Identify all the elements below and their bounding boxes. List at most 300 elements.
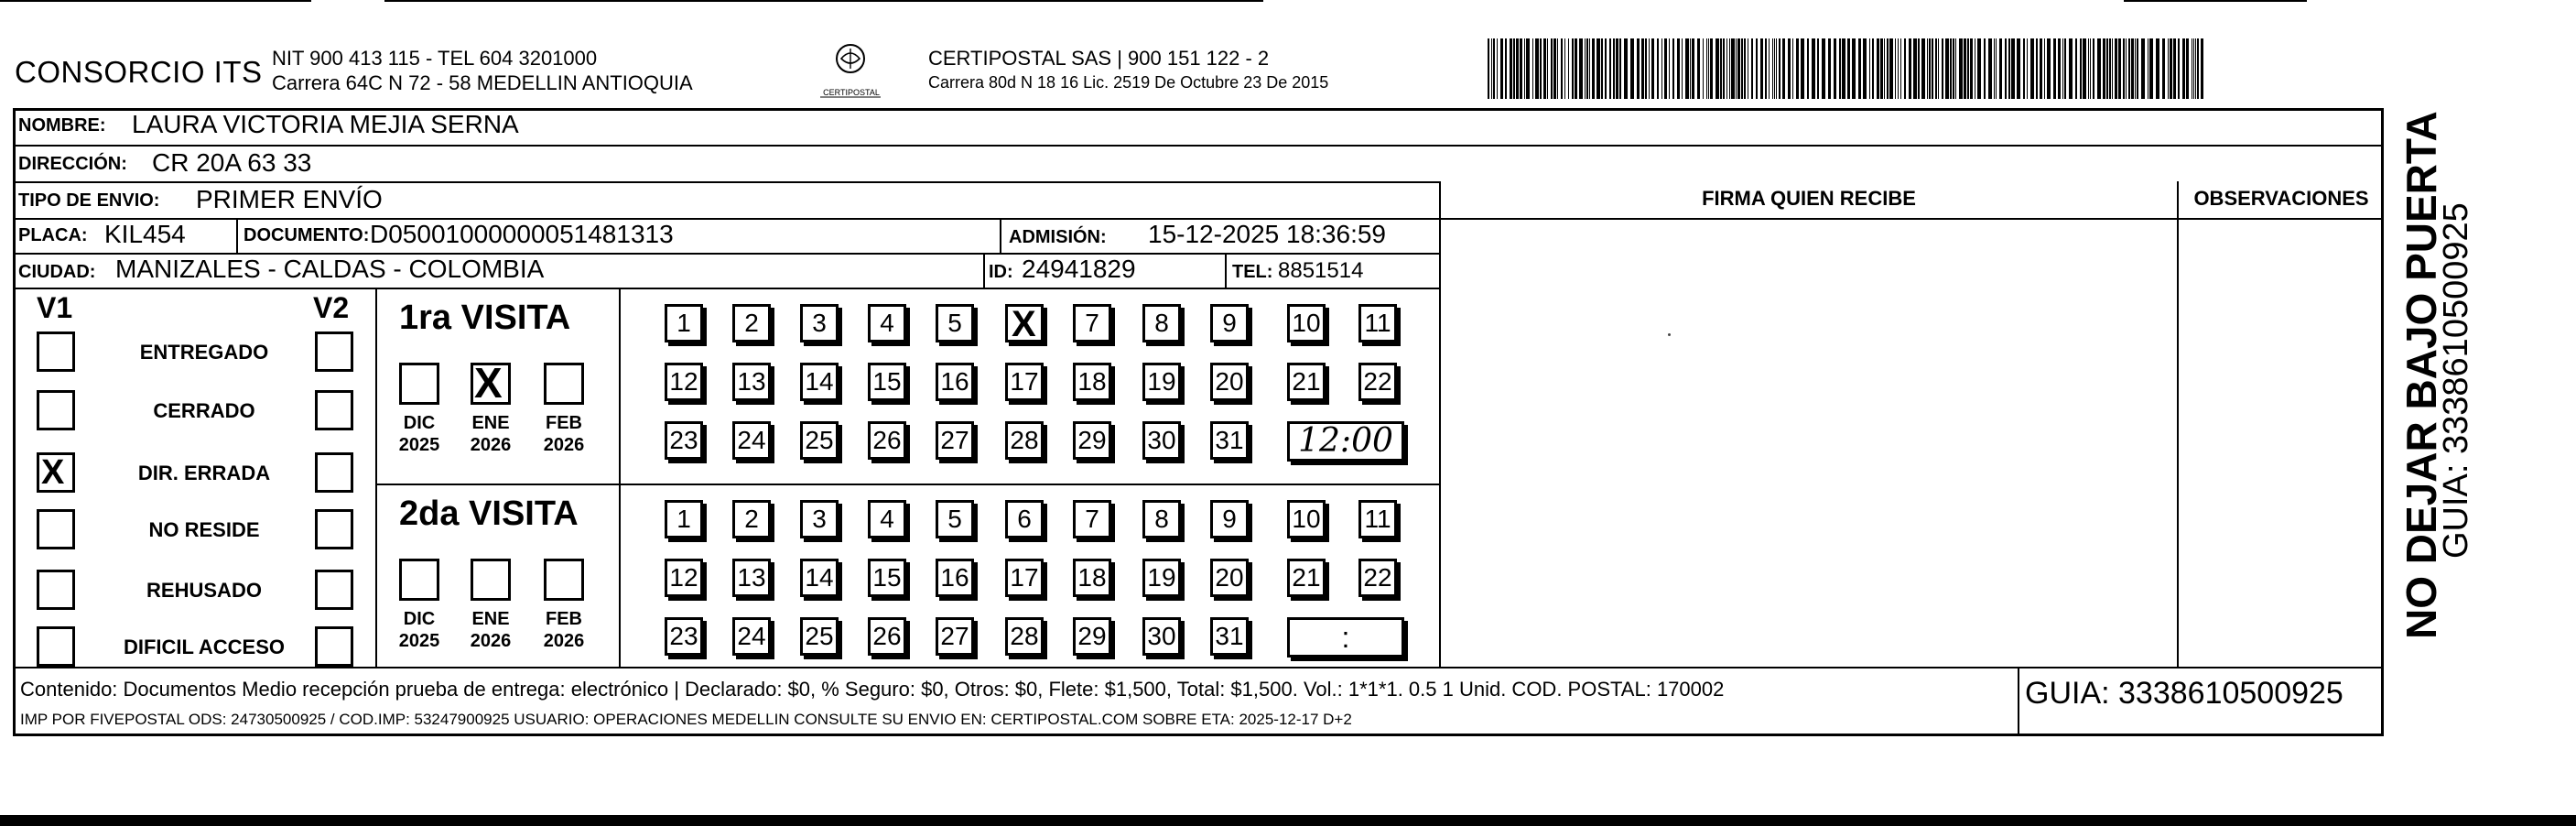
barcode-bar (1561, 38, 1563, 99)
barcode-bar (1723, 38, 1725, 99)
month-year: 2026 (543, 631, 585, 651)
barcode-bar (2083, 38, 2086, 99)
day-box-31[interactable] (1210, 617, 1249, 656)
no-dejar-bajo-puerta: NO DEJAR BAJO PUERTA (2397, 111, 2445, 639)
admision-label: ADMISIÓN: (1009, 227, 1107, 247)
col-divider (2177, 181, 2179, 667)
day-number: 19 (1147, 367, 1176, 396)
barcode-bar (1779, 38, 1780, 99)
month-checkbox-dic[interactable] (399, 559, 439, 601)
day-number: 16 (940, 367, 969, 396)
day-number: 30 (1147, 622, 1176, 650)
barcode-bar (2053, 38, 2056, 99)
day-box-27[interactable] (936, 617, 974, 656)
day-box-12[interactable] (665, 363, 703, 401)
time-box[interactable] (1287, 617, 1404, 658)
day-box-10[interactable] (1287, 304, 1326, 342)
day-box-18[interactable] (1073, 363, 1111, 401)
month-checkbox-feb[interactable] (544, 363, 584, 405)
barcode-bar (1842, 38, 1845, 99)
barcode-bar (2168, 38, 2169, 99)
v1-checkbox-cerrado[interactable] (37, 390, 75, 430)
barcode-bar (2088, 38, 2089, 99)
month-label (463, 412, 518, 456)
barcode-bar (1516, 38, 1519, 99)
barcode-bar (1585, 38, 1586, 99)
month-label (536, 412, 591, 456)
direccion-value: CR 20A 63 33 (152, 148, 312, 177)
month-year: 2025 (398, 435, 440, 455)
barcode-bar (1553, 38, 1556, 99)
time-value: 12:00 (1298, 422, 1393, 460)
barcode-bar (1945, 38, 1949, 99)
day-box-7[interactable] (1073, 304, 1111, 342)
day-box-5[interactable] (936, 500, 974, 538)
tel-label: TEL: (1232, 262, 1273, 282)
day-box-11[interactable] (1358, 304, 1397, 342)
barcode-bar (1863, 38, 1867, 99)
observaciones-header: OBSERVACIONES (2193, 187, 2369, 210)
day-box-8[interactable] (1142, 304, 1181, 342)
cell-divider (236, 218, 238, 253)
day-number: 17 (1010, 563, 1039, 592)
side-guia: GUIA: 3338610500925 (2437, 202, 2475, 559)
guia-number: GUIA: 3338610500925 (2025, 676, 2343, 711)
day-number: 20 (1215, 563, 1244, 592)
barcode-bar (1788, 38, 1791, 99)
day-number: 12 (669, 367, 698, 396)
barcode-bar (2090, 38, 2091, 99)
tipo-label: TIPO DE ENVIO: (18, 190, 160, 211)
day-number: 10 (1292, 309, 1321, 337)
barcode-bar (1756, 38, 1758, 99)
barcode-bar (2047, 38, 2051, 99)
day-box-8[interactable] (1142, 500, 1181, 538)
day-box-3[interactable] (800, 304, 839, 342)
check-mark: X (41, 453, 65, 492)
day-box-19[interactable] (1142, 559, 1181, 597)
v1-checkbox-rehusado[interactable] (37, 570, 75, 610)
barcode-bar (1776, 38, 1777, 99)
barcode-bar (2193, 38, 2194, 99)
barcode-bar (2137, 38, 2138, 99)
barcode-bar (1796, 38, 1799, 99)
day-box-22[interactable] (1358, 559, 1397, 597)
barcode-bar (2036, 38, 2038, 99)
barcode-bar (1551, 38, 1553, 99)
barcode-bar (1959, 38, 1963, 99)
day-box-6[interactable] (1005, 304, 1044, 342)
day-box-20[interactable] (1210, 363, 1249, 401)
barcode-bar (2023, 38, 2025, 99)
day-box-23[interactable] (665, 421, 703, 460)
barcode-bar (1532, 38, 1533, 99)
month-label (536, 608, 591, 652)
barcode-bar (1682, 38, 1683, 99)
day-number: 22 (1363, 367, 1392, 396)
barcode-bar (1898, 38, 1899, 99)
barcode-bar (2080, 38, 2082, 99)
barcode-bar (2017, 38, 2020, 99)
day-number: 26 (872, 426, 902, 454)
status-label: CERRADO (153, 399, 255, 422)
v1-checkbox-entregado[interactable] (37, 331, 75, 372)
ciudad-label: CIUDAD: (18, 262, 96, 282)
day-number: 20 (1215, 367, 1244, 396)
barcode-bar (2170, 38, 2172, 99)
stray-mark (1668, 333, 1671, 336)
day-box-17[interactable] (1005, 559, 1044, 597)
day-box-15[interactable] (868, 363, 906, 401)
day-number: 29 (1077, 426, 1107, 454)
day-box-16[interactable] (936, 363, 974, 401)
barcode-bar (1834, 38, 1836, 99)
month-checkbox-ene[interactable] (471, 559, 511, 601)
time-value: : (1341, 621, 1350, 654)
day-number: 2 (744, 505, 759, 533)
status-label: REHUSADO (146, 579, 262, 602)
day-number: 26 (872, 622, 902, 650)
day-box-15[interactable] (868, 559, 906, 597)
barcode-bar (1657, 38, 1659, 99)
day-box-21[interactable] (1287, 363, 1326, 401)
day-box-22[interactable] (1358, 363, 1397, 401)
day-box-13[interactable] (732, 363, 771, 401)
barcode-bar (1500, 38, 1503, 99)
barcode-bar (1568, 38, 1569, 99)
day-number: 8 (1154, 309, 1169, 337)
barcode-bar (2005, 38, 2007, 99)
barcode-bar (1904, 38, 1906, 99)
v2-header: V2 (313, 291, 350, 324)
barcode-bar (1692, 38, 1694, 99)
company-name: CONSORCIO ITS (15, 55, 263, 89)
barcode-bar (2109, 38, 2111, 99)
day-box-4[interactable] (868, 304, 906, 342)
day-box-25[interactable] (800, 421, 839, 460)
day-number: 24 (737, 426, 766, 454)
barcode-bar (1955, 38, 1956, 99)
barcode-bar (1977, 38, 1981, 99)
barcode-bar (1877, 38, 1879, 99)
day-number: 21 (1292, 367, 1321, 396)
barcode-bar (1887, 38, 1889, 99)
cell-divider (619, 288, 621, 667)
documento-label: DOCUMENTO: (244, 225, 370, 245)
day-box-29[interactable] (1073, 421, 1111, 460)
day-number: 8 (1154, 505, 1169, 533)
barcode-bar (2162, 38, 2165, 99)
barcode-bar (1649, 38, 1650, 99)
day-box-31[interactable] (1210, 421, 1249, 460)
barcode-bar (1609, 38, 1611, 99)
barcode-bar (1586, 38, 1588, 99)
v1-checkbox-dir-errada[interactable] (37, 452, 75, 493)
barcode-bar (2069, 38, 2073, 99)
barcode-bar (1685, 38, 1689, 99)
day-box-28[interactable] (1005, 421, 1044, 460)
barcode-bar (1782, 38, 1785, 99)
day-box-7[interactable] (1073, 500, 1111, 538)
barcode-bar (1817, 38, 1819, 99)
barcode-bar (2118, 38, 2121, 99)
day-box-20[interactable] (1210, 559, 1249, 597)
day-box-1[interactable] (665, 304, 703, 342)
day-number: 16 (940, 563, 969, 592)
barcode-bar (1792, 38, 1793, 99)
day-box-14[interactable] (800, 363, 839, 401)
barcode-bar (2097, 38, 2101, 99)
day-number: 27 (940, 622, 969, 650)
day-box-26[interactable] (868, 421, 906, 460)
month-checkbox-feb[interactable] (544, 559, 584, 601)
ciudad-value: MANIZALES - CALDAS - COLOMBIA (115, 255, 545, 283)
day-number: 6 (1017, 505, 1032, 533)
barcode-bar (1889, 38, 1893, 99)
barcode-bar (2106, 38, 2108, 99)
barcode-bar (2044, 38, 2045, 99)
barcode-bar (1596, 38, 1600, 99)
barcode-bar (2128, 38, 2130, 99)
row-divider (13, 181, 1441, 183)
barcode-bar (1884, 38, 1885, 99)
barcode-bar (1895, 38, 1896, 99)
day-box-19[interactable] (1142, 363, 1181, 401)
day-box-6[interactable] (1005, 500, 1044, 538)
barcode-bar (1751, 38, 1753, 99)
v1-header: V1 (37, 291, 73, 324)
barcode-bar (1493, 38, 1495, 99)
month-year: 2026 (543, 435, 585, 455)
v1-checkbox-dificil-acceso[interactable] (37, 626, 75, 667)
barcode-bar (1999, 38, 2002, 99)
day-box-10[interactable] (1287, 500, 1326, 538)
barcode-bar (1543, 38, 1546, 99)
barcode-bar (2115, 38, 2117, 99)
barcode-bar (1575, 38, 1577, 99)
barcode-bar (2112, 38, 2113, 99)
barcode-bar (1801, 38, 1804, 99)
barcode-bar (1938, 38, 1939, 99)
barcode-bar (1664, 38, 1667, 99)
barcode-bar (1988, 38, 1992, 99)
day-number: 5 (947, 505, 962, 533)
cell-divider (375, 288, 377, 667)
day-box-16[interactable] (936, 559, 974, 597)
day-box-27[interactable] (936, 421, 974, 460)
day-number: 15 (872, 563, 902, 592)
barcode-bar (1737, 38, 1740, 99)
barcode-bar (1812, 38, 1815, 99)
day-number: 28 (1010, 622, 1039, 650)
barcode-bar (1510, 38, 1512, 99)
barcode-bar (2156, 38, 2159, 99)
v2-checkbox-dir-errada[interactable] (315, 452, 353, 493)
day-box-17[interactable] (1005, 363, 1044, 401)
barcode-bar (1744, 38, 1746, 99)
day-box-11[interactable] (1358, 500, 1397, 538)
day-number: 1 (676, 505, 691, 533)
barcode-bar (1491, 38, 1492, 99)
barcode-bar (1651, 38, 1654, 99)
placa-value: KIL454 (104, 220, 186, 248)
month-label (392, 608, 447, 652)
day-number: 13 (737, 563, 766, 592)
day-box-24[interactable] (732, 617, 771, 656)
barcode-bar (2131, 38, 2134, 99)
admision-value: 15-12-2025 18:36:59 (1148, 220, 1386, 248)
day-number: 28 (1010, 426, 1039, 454)
barcode-bar (1869, 38, 1870, 99)
barcode-bar (1847, 38, 1850, 99)
day-number: 1 (676, 309, 691, 337)
barcode-bar (1535, 38, 1539, 99)
barcode-bar (2186, 38, 2189, 99)
day-box-18[interactable] (1073, 559, 1111, 597)
barcode-bar (1605, 38, 1607, 99)
barcode-bar (1970, 38, 1973, 99)
barcode-bar (1765, 38, 1767, 99)
imp-text: IMP POR FIVEPOSTAL ODS: 24730500925 / COD.IMP: 53247900925 USUARIO: OPERACIONES MEDELLIN CONSULTE SU ENVIO EN: CERTIPOSTAL.COM SOBRE ETA: 2025-12-17 D+2 (20, 711, 1352, 728)
v2-checkbox-cerrado[interactable] (315, 390, 353, 430)
barcode-bar (2027, 38, 2028, 99)
day-number: 9 (1222, 505, 1237, 533)
certipostal-info (928, 46, 1328, 95)
status-label: NO RESIDE (148, 518, 260, 541)
barcode-bar (1852, 38, 1856, 99)
v1-checkbox-no-reside[interactable] (37, 509, 75, 549)
day-box-2[interactable] (732, 500, 771, 538)
row-divider (13, 145, 2384, 147)
barcode-bar (1729, 38, 1730, 99)
barcode-bar (1690, 38, 1691, 99)
barcode-bar (2093, 38, 2094, 99)
day-box-30[interactable] (1142, 617, 1181, 656)
day-box-21[interactable] (1287, 559, 1326, 597)
barcode-bar (2008, 38, 2010, 99)
barcode-bar (1953, 38, 1954, 99)
barcode-bar (1589, 38, 1590, 99)
nombre-label: NOMBRE: (18, 115, 106, 136)
day-number: 14 (805, 563, 834, 592)
barcode-bar (1731, 38, 1735, 99)
barcode-bar (1769, 38, 1770, 99)
barcode-bar (1858, 38, 1861, 99)
day-box-25[interactable] (800, 617, 839, 656)
barcode-bar (1706, 38, 1707, 99)
barcode-bar (1564, 38, 1565, 99)
barcode-bar (1505, 38, 1507, 99)
day-box-29[interactable] (1073, 617, 1111, 656)
day-number: 18 (1077, 367, 1107, 396)
documento-value: D05001000000051481313 (370, 220, 674, 248)
v2-checkbox-no-reside[interactable] (315, 509, 353, 549)
month-year: 2026 (470, 631, 512, 651)
v2-checkbox-entregado[interactable] (315, 331, 353, 372)
day-number: 9 (1222, 309, 1237, 337)
nit-line: NIT 900 413 115 - TEL 604 3201000 (272, 47, 598, 70)
day-box-28[interactable] (1005, 617, 1044, 656)
barcode-bar (1697, 38, 1700, 99)
month-name: FEB (546, 413, 582, 433)
visit-title: 2da VISITA (399, 495, 579, 533)
month-checkbox-dic[interactable] (399, 363, 439, 405)
barcode-bar (1540, 38, 1542, 99)
barcode-bar (2149, 38, 2153, 99)
day-box-5[interactable] (936, 304, 974, 342)
day-box-9[interactable] (1210, 304, 1249, 342)
day-number: 31 (1215, 426, 1244, 454)
footer-divider (13, 667, 2384, 668)
address-line: Carrera 64C N 72 - 58 MEDELLIN ANTIOQUIA (272, 71, 693, 94)
day-box-12[interactable] (665, 559, 703, 597)
day-number: 30 (1147, 426, 1176, 454)
day-number: 13 (737, 367, 766, 396)
barcode-bar (1661, 38, 1662, 99)
bottom-bar (0, 815, 2576, 826)
day-box-1[interactable] (665, 500, 703, 538)
cell-divider (983, 253, 985, 288)
status-label: ENTREGADO (139, 341, 269, 364)
barcode-bar (1601, 38, 1603, 99)
day-box-9[interactable] (1210, 500, 1249, 538)
status-label: DIFICIL ACCESO (123, 636, 285, 658)
barcode-bar (2135, 38, 2136, 99)
day-box-13[interactable] (732, 559, 771, 597)
barcode-bar (1513, 38, 1515, 99)
day-box-23[interactable] (665, 617, 703, 656)
day-box-30[interactable] (1142, 421, 1181, 460)
barcode-bar (1935, 38, 1937, 99)
v2-checkbox-rehusado[interactable] (315, 570, 353, 610)
barcode-bar (1526, 38, 1530, 99)
day-number: 23 (669, 426, 698, 454)
id-label: ID: (989, 262, 1013, 282)
barcode-bar (1613, 38, 1615, 99)
day-number: 21 (1292, 563, 1321, 592)
month-year: 2025 (398, 631, 440, 651)
barcode-bar (2197, 38, 2199, 99)
status-label: DIR. ERRADA (137, 462, 271, 484)
day-box-3[interactable] (800, 500, 839, 538)
month-checkbox-ene[interactable] (471, 359, 511, 407)
month-name: DIC (403, 609, 436, 629)
day-number: 14 (805, 367, 834, 396)
certi-line: CERTIPOSTAL SAS | 900 151 122 - 2 (928, 47, 1270, 70)
barcode-bar (1760, 38, 1763, 99)
barcode-bar (1741, 38, 1743, 99)
contenido-text: Contenido: Documentos Medio recepción prueba de entrega: electrónico | Declarado: $0, % Seguro: $0, Otros: $0, Flete: $1,500, Total: $1,500. Vol.: 1*1*1. 0.5 1 Unid. COD. POSTAL: 170002 (20, 678, 1725, 701)
barcode-bar (2195, 38, 2196, 99)
day-box-24[interactable] (732, 421, 771, 460)
v2-checkbox-dificil-acceso[interactable] (315, 626, 353, 667)
tel-value: 8851514 (1278, 258, 1364, 283)
barcode-bar (2030, 38, 2034, 99)
day-box-4[interactable] (868, 500, 906, 538)
barcode-bar (1708, 38, 1709, 99)
barcode-bar (1918, 38, 1920, 99)
barcode-bar (1880, 38, 1883, 99)
day-box-26[interactable] (868, 617, 906, 656)
barcode-bar (1909, 38, 1911, 99)
day-number: 18 (1077, 563, 1107, 592)
day-box-2[interactable] (732, 304, 771, 342)
id-value: 24941829 (1022, 255, 1136, 283)
time-box[interactable] (1287, 421, 1404, 462)
barcode-bar (1967, 38, 1969, 99)
barcode-bar (1592, 38, 1595, 99)
day-box-14[interactable] (800, 559, 839, 597)
